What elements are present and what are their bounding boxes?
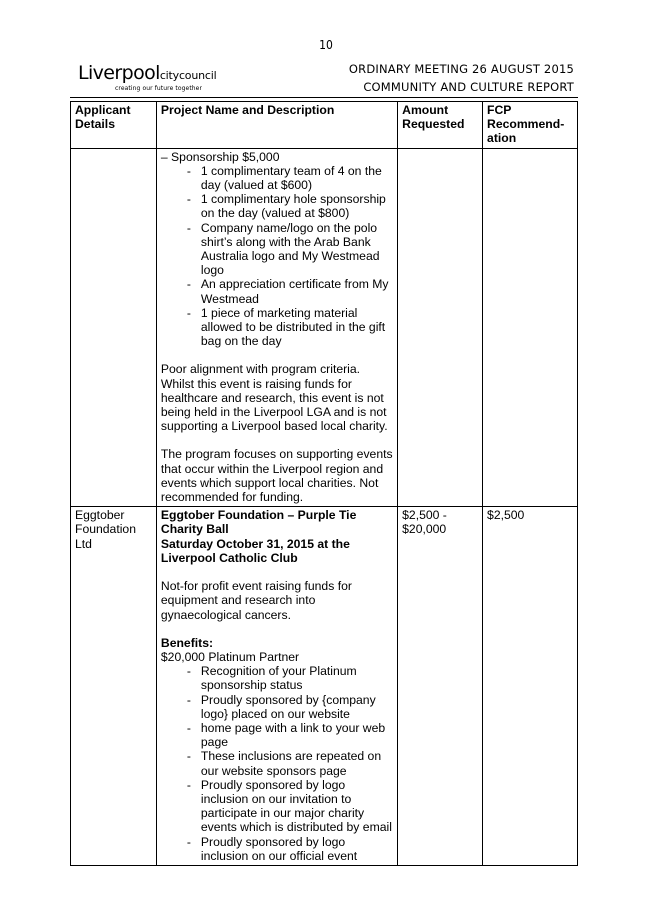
recommendation-cell [483, 148, 578, 507]
list-item: - These inclusions are repeated on our website sponsors page [187, 749, 393, 777]
assessment-paragraph: Poor alignment with program criteria. Whilst this event is raising funds for healthcare and research, this event is not being held in the Liverpool LGA and is not supporting a Liverpool based local charity. [160, 362, 388, 434]
sponsorship-line: – Sponsorship $5,000 [160, 149, 280, 164]
partner-level: $20,000 Platinum Partner [160, 649, 300, 664]
logo-wordmark [78, 63, 216, 86]
amount-cell [398, 148, 483, 507]
list-item: - home page with a link to your web page [187, 721, 393, 749]
table-row [71, 148, 578, 507]
list-item: - Proudly sponsored by logo inclusion on our official event [187, 835, 393, 863]
project-title: Eggtober Foundation – Purple Tie Charity Ball [160, 508, 357, 537]
project-cell [156, 507, 397, 866]
column-header-amount: Amount Requested [398, 102, 483, 149]
benefit-list [187, 664, 393, 863]
table-header-row [71, 102, 578, 149]
report-title: COMMUNITY AND CULTURE REPORT [363, 80, 574, 94]
applicant-cell: Eggtober Foundation Ltd [71, 507, 157, 866]
applicant-cell [71, 148, 157, 507]
project-cell [156, 148, 397, 507]
list-item: - Company name/logo on the polo shirt’s along with the Arab Bank Australia logo and My Westmead logo [187, 221, 393, 278]
column-header-applicant: Applicant Details [71, 102, 157, 149]
logo-tagline: creating our future together [115, 85, 203, 92]
list-item: - 1 complimentary hole sponsorship on the day (valued at $800) [187, 192, 393, 220]
amount-cell: $2,500 - $20,000 [398, 507, 483, 866]
council-logo [78, 63, 216, 92]
header-divider [70, 97, 578, 98]
recommendation-cell: $2,500 [483, 507, 578, 866]
project-date: Saturday October 31, 2015 at the Liverpool Catholic Club [160, 536, 350, 565]
list-item: - 1 piece of marketing material allowed to be distributed in the gift bag on the day [187, 306, 393, 349]
list-item: - Proudly sponsored by {company logo} placed on our website [187, 693, 393, 721]
page-number: 10 [319, 38, 333, 52]
logo-suffix-text: citycouncil [159, 69, 217, 82]
meeting-title: ORDINARY MEETING 26 AUGUST 2015 [348, 62, 574, 76]
benefits-heading: Benefits: [160, 635, 214, 650]
column-header-project: Project Name and Description [156, 102, 397, 149]
column-header-recommendation: FCP Recommend-ation [483, 102, 578, 149]
grants-table [70, 101, 578, 866]
table-row [71, 507, 578, 866]
list-item: - 1 complimentary team of 4 on the day (valued at $600) [187, 164, 393, 192]
logo-main-text: Liverpool [78, 62, 160, 84]
project-description: Not-for profit event raising funds for equipment and research into gynaecological cancers. [160, 579, 352, 622]
program-focus-paragraph: The program focuses on supporting events that occur within the Liverpool region and events which support local charities. Not recommended for funding. [160, 447, 393, 505]
list-item: - An appreciation certificate from My Westmead [187, 277, 393, 305]
list-item: - Recognition of your Platinum sponsorship status [187, 664, 393, 692]
list-item: - Proudly sponsored by logo inclusion on our invitation to participate in our major charity events which is distributed by email [187, 778, 393, 835]
benefit-list [187, 164, 393, 349]
